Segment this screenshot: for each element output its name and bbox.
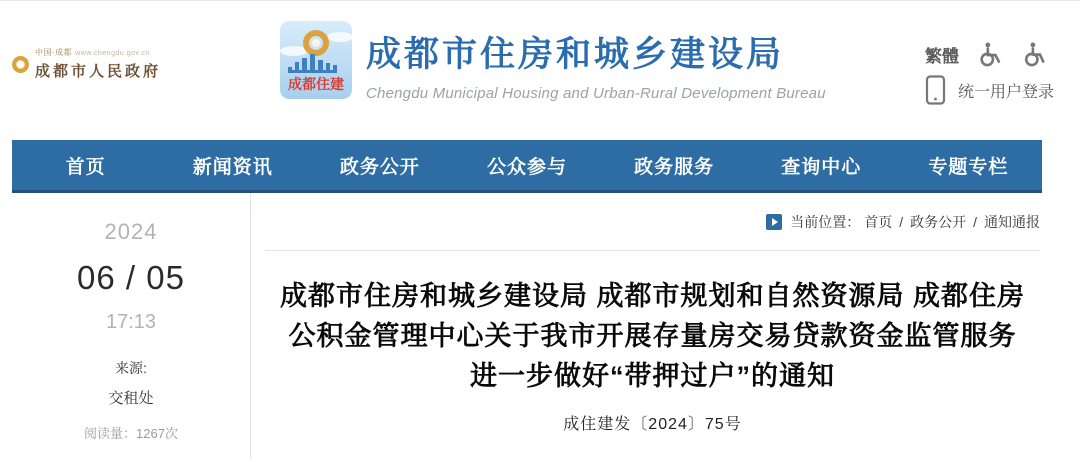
nav-item-special-topics[interactable]: 专题专栏 (928, 156, 1009, 178)
nav-item-public-participation[interactable]: 公众参与 (486, 156, 567, 178)
view-count-value: 1267次 (136, 426, 178, 441)
breadcrumb-link-notices[interactable]: 通知通报 (984, 213, 1040, 230)
nav-item-query-center[interactable]: 查询中心 (781, 156, 862, 178)
source-value: 交租处 (108, 390, 154, 407)
publish-time: 17:13 (105, 311, 157, 333)
bureau-logo-text: 成都住建 (288, 76, 344, 92)
bureau-title: 成都市住房和城乡建设局 (366, 35, 785, 74)
header-utilities (925, 41, 1060, 105)
breadcrumb-separator: / (899, 213, 904, 230)
document-number: 成住建发〔2024〕75号 (563, 416, 742, 433)
nav-item-gov-services[interactable]: 政务服务 (634, 156, 715, 178)
bureau-brand (280, 21, 826, 102)
breadcrumb-separator: / (973, 213, 977, 230)
breadcrumb-divider (265, 250, 1040, 251)
source-label: 来源: (115, 360, 147, 376)
traditional-chinese-toggle[interactable]: 繁體 (925, 46, 959, 66)
breadcrumb (265, 193, 1040, 250)
publish-year: 2024 (104, 219, 158, 244)
elderly-accessibility-icon[interactable] (1021, 41, 1047, 67)
content-area (12, 193, 1080, 459)
accessibility-wheelchair-icon[interactable] (977, 41, 1003, 67)
nav-item-news[interactable]: 新闻资讯 (192, 156, 273, 178)
utils-row-bottom (925, 75, 1060, 105)
nav-item-home[interactable]: 首页 (65, 156, 106, 178)
brand-text (366, 21, 826, 102)
publish-date: 06 / 05 (77, 259, 185, 296)
gov-name-label: 成都市人民政府 (35, 64, 162, 80)
breadcrumb-link-gov-disclosure[interactable]: 政务公开 (910, 213, 967, 230)
gov-emblem-icon (12, 56, 29, 73)
utils-row-top (925, 41, 1060, 67)
article-title-line-2: 公积金管理中心关于我市开展存量房交易贷款资金监管服务 (288, 321, 1017, 351)
mobile-phone-icon[interactable] (925, 75, 946, 105)
article-title-line-1: 成都市住房和城乡建设局 成都市规划和自然资源局 成都住房 (279, 281, 1025, 311)
gov-text (35, 47, 161, 81)
gov-region-label: 中国·成都 www.chengdu.gov.cn (35, 48, 150, 57)
breadcrumb-link-home[interactable]: 首页 (864, 213, 893, 230)
article-meta-sidebar (12, 193, 251, 459)
gov-portal-logo[interactable] (12, 47, 161, 81)
breadcrumb-label: 当前位置： (790, 213, 861, 230)
view-count (12, 423, 250, 442)
gov-url: www.chengdu.gov.cn (75, 50, 150, 57)
main-navbar (12, 140, 1042, 193)
view-count-label: 阅读量： (84, 426, 137, 441)
article-title (265, 276, 1040, 396)
site-header (0, 1, 1080, 140)
article-main (251, 193, 1080, 459)
bureau-logo-icon[interactable] (280, 21, 352, 99)
bureau-title-english: Chengdu Municipal Housing and Urban-Rural Development Bureau (366, 85, 826, 102)
breadcrumb-arrow-icon (766, 214, 782, 230)
unified-login-link[interactable]: 统一用户登录 (958, 83, 1055, 101)
nav-item-gov-disclosure[interactable]: 政务公开 (339, 156, 420, 178)
article-title-line-3: 进一步做好“带押过户”的通知 (470, 361, 835, 391)
